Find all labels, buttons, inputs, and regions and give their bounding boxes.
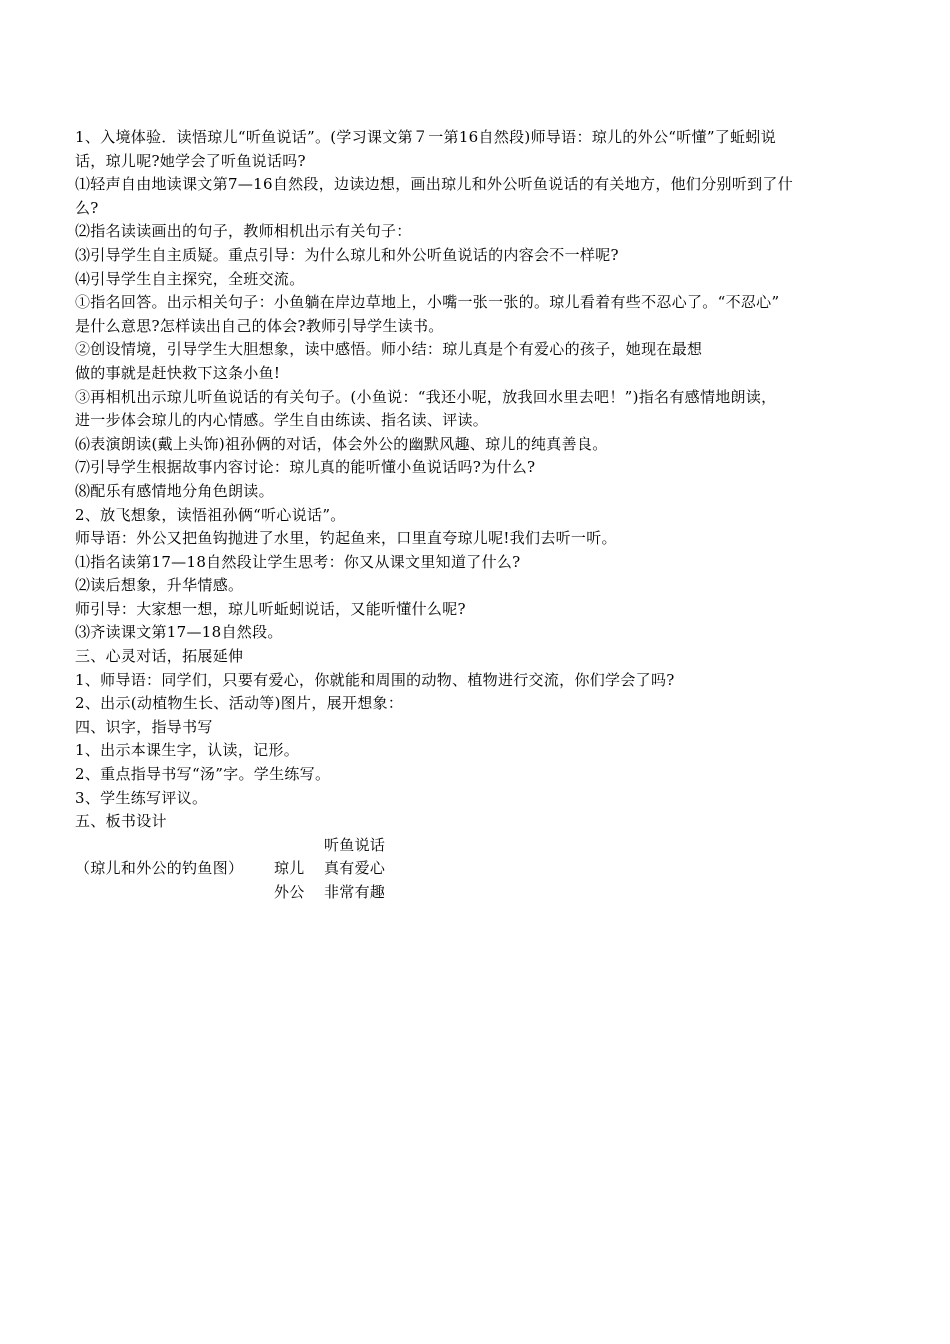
text-line: 做的事就是赶快救下这条小鱼!: [75, 363, 281, 382]
text-line: 师引导：大家想一想，琼儿听蚯蚓说话，又能听懂什么呢?: [75, 599, 466, 618]
text-line: ⑹表演朗读(戴上头饰)祖孙俩的对话，体会外公的幽默风趣、琼儿的纯真善良。: [75, 434, 608, 453]
text-line: ⑺引导学生根据故事内容讨论：琼儿真的能听懂小鱼说话吗?为什么?: [75, 458, 536, 477]
text-line: ⑶引导学生自主质疑。重点引导：为什么琼儿和外公听鱼说话的内容会不一样呢?: [75, 245, 619, 264]
text-line: 2、放飞想象，读悟祖孙俩“听心说话”。: [75, 505, 346, 524]
board-title: 听鱼说话: [324, 835, 386, 854]
text-line: 进一步体会琼儿的内心情感。学生自由练读、指名读、评读。: [75, 411, 489, 430]
board-row2-name: 外公: [274, 883, 305, 901]
text-line: ⑶齐读课文第17—18自然段。: [75, 623, 283, 642]
text-line: ⑷引导学生自主探究，全班交流。: [75, 269, 305, 288]
text-line: 么?: [75, 198, 99, 217]
text-line: ②创设情境，引导学生大胆想象，读中感悟。师小结：琼儿真是个有爱心的孩子，她现在最想: [75, 340, 703, 359]
text-line: ⑻配乐有感情地分角色朗读。: [75, 481, 274, 500]
text-line: ⑵读后想象，升华情感。: [75, 576, 244, 595]
text-line: 四、识字，指导书写: [75, 717, 213, 736]
text-line: 三、心灵对话，拓展延伸: [75, 647, 244, 666]
text-line: ⑵指名读读画出的句子，教师相机出示有关句子：: [75, 222, 412, 241]
text-line: 1、师导语：同学们，只要有爱心，你就能和周围的动物、植物进行交流，你们学会了吗?: [75, 670, 675, 689]
text-line: 2、重点指导书写“汤”字。学生练写。: [75, 765, 331, 784]
text-line: 五、板书设计: [75, 812, 167, 831]
text-line: ①指名回答。出示相关句子：小鱼躺在岸边草地上，小嘴一张一张的。琼儿看着有些不忍心了。“不忍心”: [75, 293, 780, 312]
document-page: [75, 126, 885, 906]
text-line: 1、出示本课生字，认读，记形。: [75, 741, 300, 760]
board-design: [75, 834, 475, 906]
text-line: 是什么意思?怎样读出自己的体会?教师引导学生读书。: [75, 316, 444, 335]
board-picture-note: （琼儿和外公的钓鱼图）: [75, 859, 244, 878]
board-row1-name: 琼儿: [274, 859, 305, 878]
board-row2-desc: 非常有趣: [324, 883, 386, 901]
text-line: 1、入境体验．读悟琼儿“听鱼说话”。(学习课文第７一第16自然段)师导语：琼儿的外公“听懂”了蚯蚓说: [75, 128, 777, 146]
text-line: ③再相机出示琼儿听鱼说话的有关句子。(小鱼说：“我还小呢，放我回水里去吧！”)指名有感情地朗读，: [75, 387, 777, 406]
board-row1-desc: 真有爱心: [324, 859, 386, 878]
lesson-plan-text: [75, 126, 885, 834]
text-line: 2、出示(动植物生长、活动等)图片，展开想象：: [75, 694, 404, 713]
text-line: 话，琼儿呢?她学会了听鱼说话吗?: [75, 151, 306, 170]
text-line: 3、学生练写评议。: [75, 788, 208, 807]
text-line: ⑴指名读第17—18自然段让学生思考：你又从课文里知道了什么?: [75, 552, 521, 571]
text-line: 师导语：外公又把鱼钩抛进了水里，钓起鱼来，口里直夸琼儿呢!我们去听一听。: [75, 529, 617, 548]
text-line: ⑴轻声自由地读课文第7—16自然段，边读边想，画出琼儿和外公听鱼说话的有关地方，他们分别听到了什: [75, 175, 794, 194]
